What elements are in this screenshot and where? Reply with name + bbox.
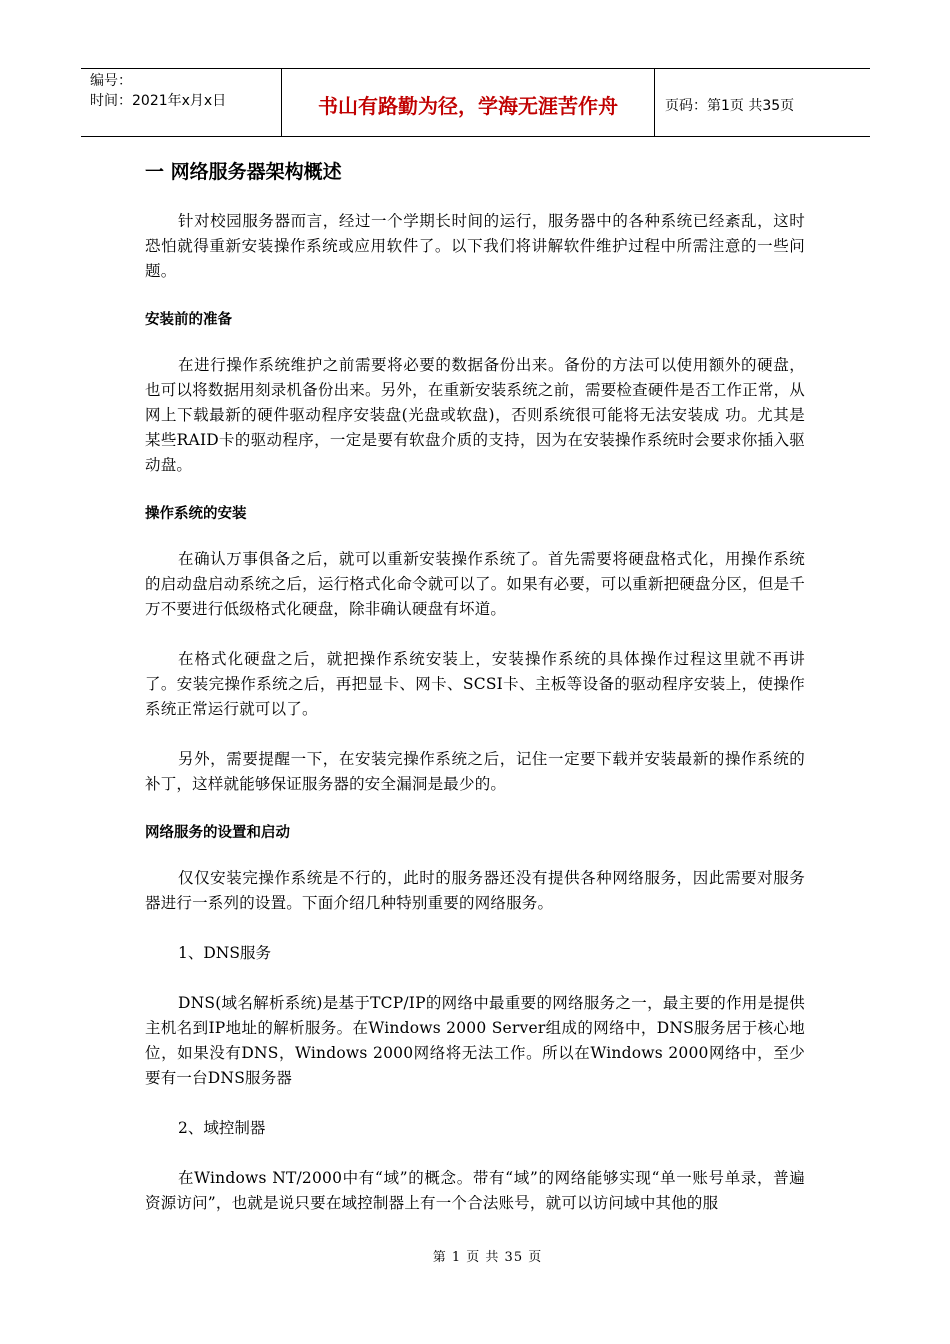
document-body (145, 155, 805, 1241)
dns-paragraph: DNS(域名解析系统)是基于TCP/IP的网络中最重要的网络服务之一，最主要的作用是提供主机名到IP地址的解析服务。在Windows 2000 Server组成的网络中，DNS服务居于核心地位，如果没有DNS，Windows 2000网络将无法工作。所以在Windows 2000网络中，至少要有一台DNS服务器 (145, 994, 805, 1087)
intro-paragraph: 针对校园服务器而言，经过一个学期长时间的运行，服务器中的各种系统已经紊乱，这时恐怕就得重新安装操作系统或应用软件了。以下我们将讲解软件维护过程中所需注意的一些问题。 (145, 212, 805, 280)
install-heading: 操作系统的安装 (145, 506, 247, 522)
install-paragraph-1: 在确认万事俱备之后，就可以重新安装操作系统了。首先需要将硬盘格式化，用操作系统的启动盘启动系统之后，运行格式化命令就可以了。如果有必要，可以重新把硬盘分区，但是千万不要进行低级格式化硬盘，除非确认硬盘有坏道。 (145, 550, 805, 618)
dns-item-label: 1、DNS服务 (178, 944, 271, 962)
number-label: 编号： (90, 73, 132, 89)
section-title: 一 网络服务器架构概述 (145, 161, 342, 183)
prep-paragraph: 在进行操作系统维护之前需要将必要的数据备份出来。备份的方法可以使用额外的硬盘，也可以将数据用刻录机备份出来。另外，在重新安装系统之前，需要检查硬件是否工作正常，从网上下载最新的硬件驱动程序安装盘(光盘或软盘)，否则系统很可能将无法安装成 功。尤其是某些RAID卡的驱动程序，一定是要有软盘介质的支持，因为在安装操作系统时会要求你插入驱动盘。 (145, 356, 805, 474)
dc-item-label: 2、域控制器 (178, 1119, 266, 1137)
page-footer (0, 1246, 950, 1265)
document-header (81, 68, 870, 137)
install-paragraph-2: 在格式化硬盘之后，就把操作系统安装上，安装操作系统的具体操作过程这里就不再讲了。安装完操作系统之后，再把显卡、网卡、SCSI卡、主板等设备的驱动程序安装上，使操作系统正常运行就可以了。 (145, 650, 805, 718)
prep-heading: 安装前的准备 (145, 312, 232, 328)
dc-paragraph: 在Windows NT/2000中有“域”的概念。带有“域”的网络能够实现“单一账号单录，普遍资源访问”，也就是说只要在域控制器上有一个合法账号，就可以访问域中其他的服 (145, 1169, 805, 1212)
network-paragraph: 仅仅安装完操作系统是不行的，此时的服务器还没有提供各种网络服务，因此需要对服务器进行一系列的设置。下面介绍几种特别重要的网络服务。 (145, 869, 805, 912)
time-label: 时间：2021年x月x日 (90, 93, 227, 109)
network-heading: 网络服务的设置和启动 (145, 825, 290, 841)
header-motto: 书山有路勤为径，学海无涯苦作舟 (282, 69, 655, 136)
header-meta (81, 69, 282, 136)
footer-page-number: 第 1 页 共 35 页 (432, 1250, 543, 1265)
header-page-info: 页码：第1页 共35页 (665, 97, 795, 114)
install-paragraph-3: 另外，需要提醒一下，在安装完操作系统之后，记住一定要下载并安装最新的操作系统的补丁，这样就能够保证服务器的安全漏洞是最少的。 (145, 750, 805, 793)
